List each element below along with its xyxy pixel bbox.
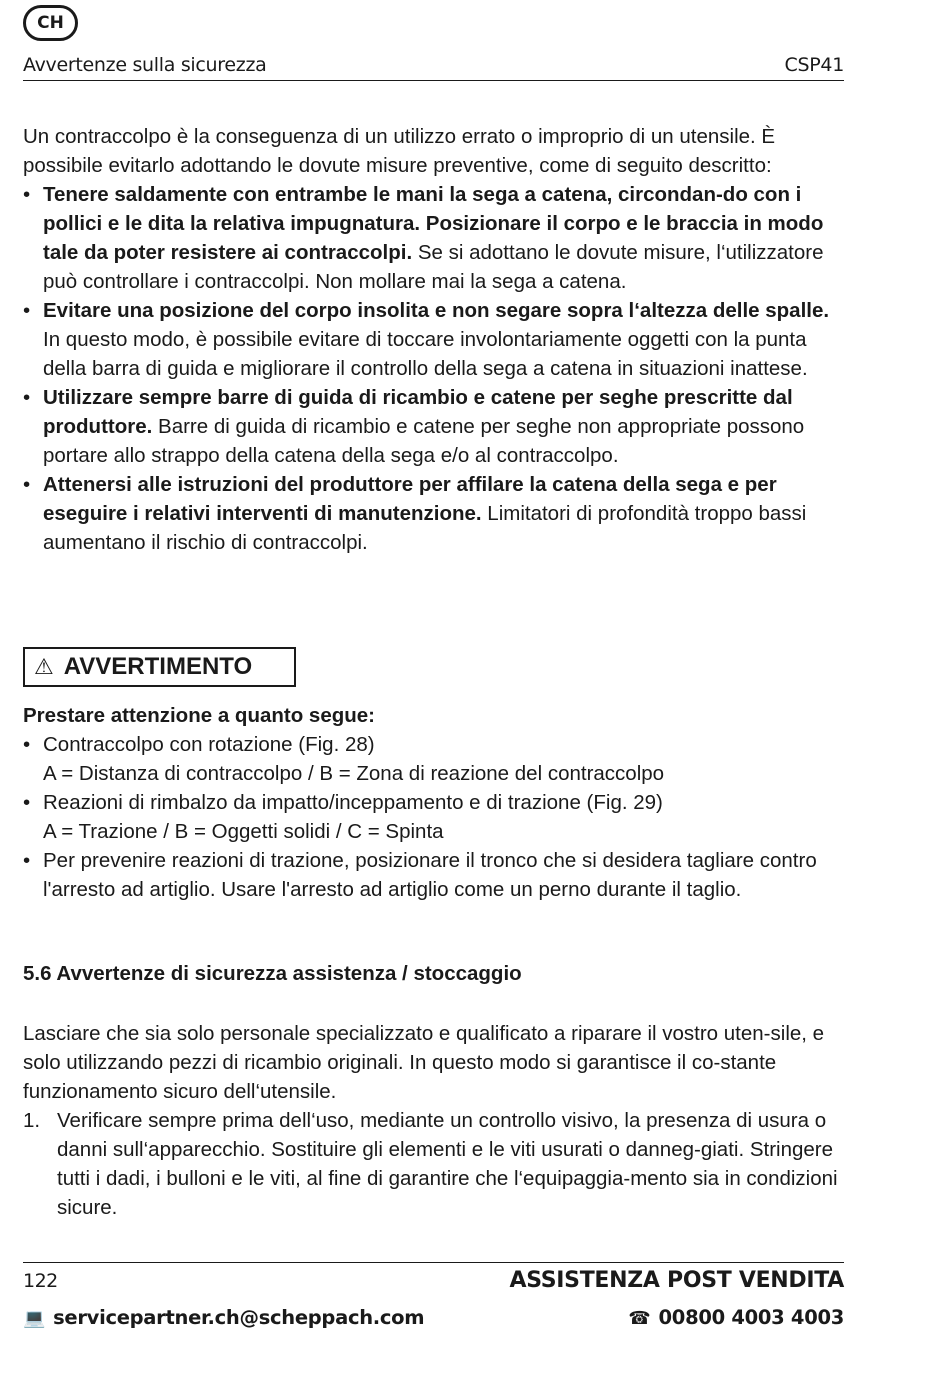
header-section-title: Avvertenze sulla sicurezza — [23, 54, 267, 76]
kickback-list — [23, 180, 844, 557]
service-steps — [23, 1106, 844, 1222]
service-section — [23, 1019, 844, 1222]
bullet-text: Limitatori di profondità troppo bassi aumentano il rischio di contraccolpi. — [43, 502, 807, 554]
bullet-text: Se si adottano le dovute misure, l‘utilizzatore può controllare i contraccolpi. Non mollare mai la sega a catena. — [43, 241, 824, 293]
footer-divider — [23, 1262, 844, 1263]
bullet-text: In questo modo, è possibile evitare di toccare involontariamente oggetti con la punta della barra di guida e migliorare il controllo della sega a catena in situazioni inattese. — [43, 328, 808, 380]
bullet-bold: Tenere saldamente con entrambe le mani la sega a catena, circondan-do con i pollici e le dita la relativa impugnatura. Posizionare il corpo e le braccia in modo tale da poter resistere ai contraccolpi. — [43, 183, 824, 264]
list-item — [23, 383, 844, 470]
email-block — [23, 1306, 424, 1329]
section-heading: 5.6 Avvertenze di sicurezza assistenza / stoccaggio — [23, 962, 522, 985]
item-line: • Contraccolpo con rotazione (Fig. 28) — [43, 733, 375, 756]
item-line: A = Distanza di contraccolpo / B = Zona di reazione del contraccolpo — [43, 762, 665, 785]
header-model: CSP41 — [784, 54, 844, 76]
bullet-bold: Utilizzare sempre barre di guida di ricambio e catene per seghe prescritte dal produttore. — [43, 386, 793, 438]
telephone-icon: ☎ — [628, 1308, 651, 1329]
bullet-bold: Evitare una posizione del corpo insolita e non segare sopra l‘altezza delle spalle. — [43, 299, 830, 322]
footer-title: ASSISTENZA POST VENDITA — [509, 1268, 844, 1293]
list-item — [23, 730, 844, 788]
list-item — [23, 846, 844, 904]
list-item — [23, 470, 844, 557]
page-number: 122 — [23, 1270, 58, 1292]
phone-number[interactable]: 00800 4003 4003 — [658, 1306, 844, 1329]
bullet-text: Barre di guida di ricambio e catene per seghe non appropriate possono portare allo strappo della catena della sega e/o al contraccolpo. — [43, 415, 805, 467]
item-line: • Reazioni di rimbalzo da impatto/inceppamento e di trazione (Fig. 29) — [43, 791, 663, 814]
item-line: A = Trazione / B = Oggetti solidi / C = Spinta — [43, 820, 444, 843]
page-header — [23, 50, 844, 81]
service-paragraph: Lasciare che sia solo personale specializzato e qualificato a riparare il vostro uten-sile, e solo utilizzando pezzi di ricambio originali. In questo modo si garantisce il co-stante funzionamento sicuro dell‘utensile. — [23, 1022, 825, 1103]
bullet-bold: Attenersi alle istruzioni del produttore per affilare la catena della sega e per eseguire i relativi interventi di manutenzione. — [43, 473, 777, 525]
phone-block — [628, 1306, 844, 1329]
step-number: 1. — [23, 1109, 41, 1132]
list-item — [23, 296, 844, 383]
list-item — [23, 180, 844, 296]
list-item — [23, 1106, 844, 1222]
country-badge: CH — [23, 5, 78, 41]
computer-icon: 💻 — [23, 1308, 46, 1329]
step-text: Verificare sempre prima dell‘uso, mediante un controllo visivo, la presenza di usura o danni sull‘apparecchio. Sostituire gli elementi e le viti usurati o danneg-giati. Stringere tutti i dadi, i bulloni e le viti, al fine di garantire che l‘equipaggia-mento sia in condizioni sicure. — [57, 1109, 838, 1219]
intro-paragraph: Un contraccolpo è la conseguenza di un utilizzo errato o improprio di un utensile. È possibile evitarlo adottando le dovute misure preventive, come di seguito descritto: — [23, 125, 776, 177]
list-item — [23, 788, 844, 846]
warning-box — [23, 647, 296, 687]
email-link[interactable]: servicepartner.ch@scheppach.com — [53, 1306, 425, 1329]
warning-label: AVVERTIMENTO — [63, 653, 253, 680]
item-line: • Per prevenire reazioni di trazione, posizionare il tronco che si desidera tagliare contro l'arresto ad artiglio. Usare l'arresto ad artiglio come un perno durante il taglio. — [43, 849, 817, 901]
footer-contact — [23, 1306, 844, 1329]
warning-list — [23, 730, 844, 904]
warning-section — [23, 701, 844, 904]
warning-triangle-icon: ⚠ — [34, 654, 54, 679]
kickback-section — [23, 122, 844, 557]
warning-lead: Prestare attenzione a quanto segue: — [23, 704, 376, 727]
